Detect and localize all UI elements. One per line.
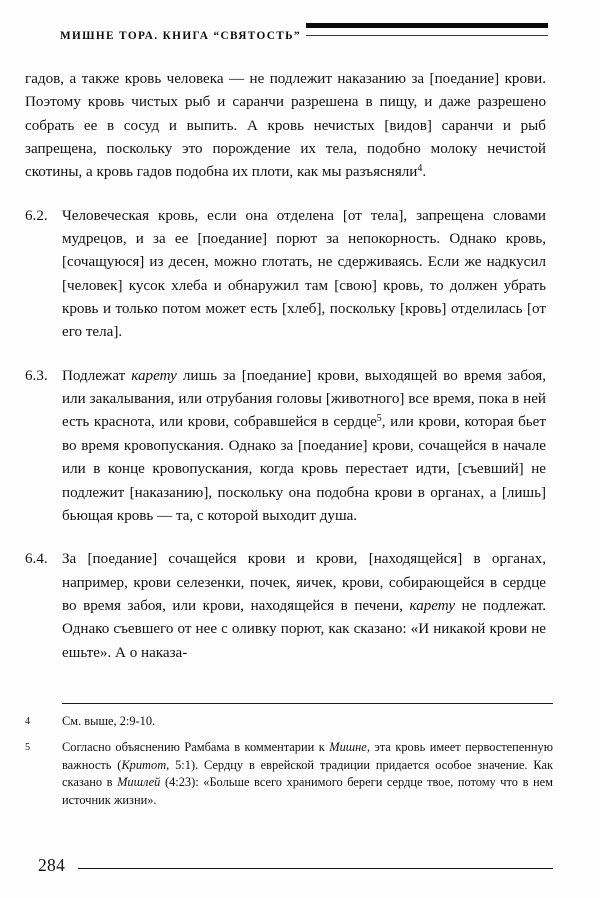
section-number-6-4: 6.4. xyxy=(25,551,48,568)
section-number-6-2: 6.2. xyxy=(25,207,48,224)
footnote-5-part2: , эта кровь имеет первостепенную важность ( xyxy=(62,740,553,772)
section-6-4-italic-karet: карету xyxy=(409,597,456,614)
section-number-6-3: 6.3. xyxy=(25,367,48,384)
section-6-3-part1: Подлежат xyxy=(62,367,132,384)
footnote-5-part1: Согласно объяснению Рамбама в комментарии к xyxy=(62,740,330,755)
body-text-column xyxy=(25,68,546,665)
section-6-3-part2: лишь за [поедание] крови, выходящей во время забоя, или закалывания, или отрубания головы [животного] все время, пока в ней есть краснота, или крови, собравшейся в сердце xyxy=(62,367,547,431)
footnote-5-italic-mishlei: Мишлей xyxy=(117,775,161,790)
section-body-6-2 xyxy=(62,205,546,345)
lead-paragraph-tail: . xyxy=(422,164,427,181)
lead-paragraph-text: гадов, а также кровь человека — не подлежит наказанию за [поедание] крови. Поэтому кровь чистых рыб и саранчи разрешена в пищу, и даже разрешено собрать ее в сосуд и выпить. А кровь нечистых [видов] саранчи и рыб запрещена, поскольку это порождение их тела, подобно молоку нечистой скотины, а кровь гадов подобна их плоти, как мы разъясняли xyxy=(25,71,546,181)
folio xyxy=(38,855,553,876)
section-6-4-paragraph xyxy=(62,548,546,665)
footnote-5-part3: , 5:1). Сердцу в еврейской традиции придается особое значение. Как сказано в xyxy=(62,757,554,790)
footnote-4-text: См. выше, 2:9-10. xyxy=(62,714,156,728)
page-number: 284 xyxy=(38,855,66,875)
section-6-3 xyxy=(25,365,546,528)
section-body-6-4 xyxy=(62,548,546,665)
footnote-ref-4[interactable]: 4 xyxy=(417,163,423,175)
footnote-5-italic-mishne: Мишне xyxy=(329,740,367,755)
section-6-4-part1: За [поедание] сочащейся крови и крови, [находящейся] в органах, например, крови селезенки, почек, яичек, крови, собирающейся в сердце во время забоя, или крови, находящейся в печени, xyxy=(62,551,546,614)
footnote-5-part4: (4:23): «Больше всего хранимого береги сердце твое, потому что в нем источник жизни». xyxy=(62,775,553,807)
section-6-2-paragraph: Человеческая кровь, если она отделена [от тела], запрещена словами мудрецов, и за ее [поедание] порют за непокорность. Однако кровь, [сочащуюся] из десен, можно глотать, не сдерживаясь. Если же надкусил [человек] кусок хлеба и обнаружил там [свою] кровь, то должен убрать кровь и только потом может есть [хлеб], поскольку [кровь] отделилась [от его тела]. xyxy=(62,207,546,341)
section-6-3-paragraph xyxy=(62,365,546,528)
running-head xyxy=(60,26,548,48)
footnote-5-text xyxy=(62,739,553,809)
section-6-4-part2: не подлежат. Однако съевшего от нее с оливку порют, как сказано: «И никакой крови не ешьте». А о наказа- xyxy=(62,597,546,661)
footnote-ref-5[interactable]: 5 xyxy=(376,413,382,425)
section-6-3-part3: , или крови, которая бьет во время кровопускания. Однако за [поедание] крови, сочащейся в начале или в конце кровопускания, когда кровь перестает идти, [съевший] не подлежит [наказанию], поскольку она подобна крови в органах, а [лишь] бьющая кровь — та, с которой выходит душа. xyxy=(62,414,546,524)
section-6-2 xyxy=(25,205,546,345)
running-head-title: МИШНЕ ТОРА. КНИГА “СВЯТОСТЬ” xyxy=(60,30,301,42)
footnote-4 xyxy=(25,713,553,730)
section-6-3-italic-karet: карету xyxy=(131,367,177,384)
footnote-5-italic-kritot: Критот xyxy=(121,757,167,772)
running-head-rule xyxy=(306,23,548,36)
footnote-separator-rule xyxy=(62,703,553,704)
footnote-block xyxy=(25,703,553,809)
section-body-6-3 xyxy=(62,365,546,528)
lead-paragraph xyxy=(25,68,546,185)
folio-rule xyxy=(78,868,553,869)
footnote-4-marker: 4 xyxy=(25,716,31,727)
footnote-5 xyxy=(25,739,553,809)
footnote-5-marker: 5 xyxy=(25,742,31,754)
section-6-4 xyxy=(25,548,546,665)
